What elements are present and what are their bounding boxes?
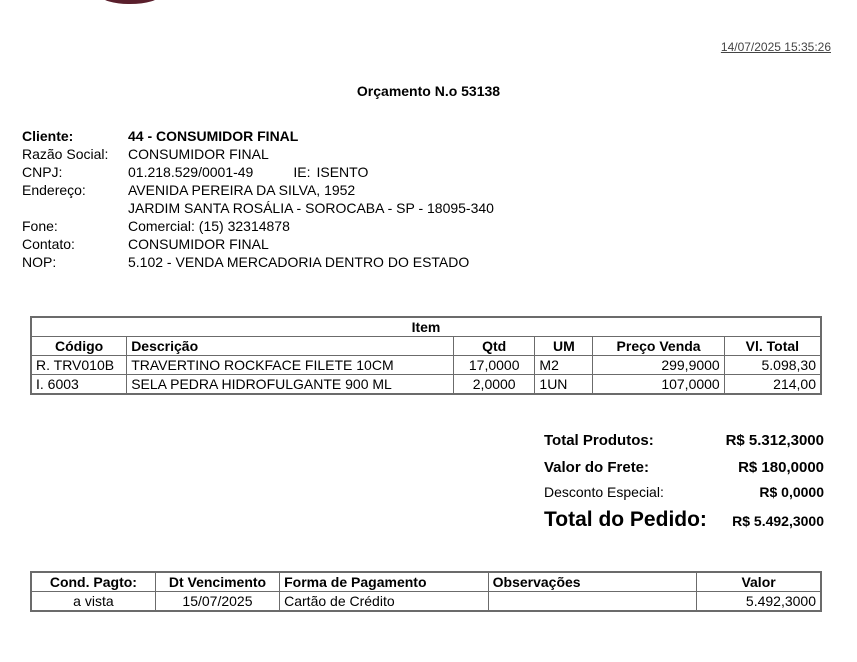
ie-value: ISENTO	[316, 164, 369, 180]
client-row	[22, 127, 494, 145]
cell-observacoes	[488, 592, 697, 612]
desconto-row	[544, 484, 824, 508]
endereco-line2: JARDIM SANTA ROSÁLIA - SOROCABA - SP - 18095-340	[128, 200, 494, 216]
cnpj-value: 01.218.529/0001-49	[128, 164, 254, 180]
cell-dt-vencimento: 15/07/2025	[155, 592, 279, 612]
frete-label: Valor do Frete:	[544, 459, 650, 476]
nop-value: 5.102 - VENDA MERCADORIA DENTRO DO ESTADO	[128, 254, 470, 270]
items-caption: Item	[31, 317, 821, 337]
client-label: Cliente:	[22, 128, 74, 144]
client-info	[22, 127, 494, 271]
razao-label: Razão Social:	[22, 146, 109, 162]
col-dt-vencimento: Dt Vencimento	[155, 572, 279, 592]
cell-um: M2	[535, 356, 593, 375]
cell-qtd: 17,0000	[453, 356, 534, 375]
total-produtos-row	[544, 432, 824, 459]
total-pedido-value: R$ 5.492,3000	[732, 513, 824, 529]
endereco-label: Endereço:	[22, 182, 86, 198]
col-observacoes: Observações	[488, 572, 697, 592]
col-qtd: Qtd	[453, 337, 534, 356]
payment-header-row	[31, 572, 821, 592]
nop-label: NOP:	[22, 254, 57, 270]
cnpj-label: CNPJ:	[22, 164, 63, 180]
table-row	[31, 375, 821, 395]
cell-cond-pagto: a vista	[31, 592, 155, 612]
col-cond-pagto: Cond. Pagto:	[31, 572, 155, 592]
col-um: UM	[535, 337, 593, 356]
cell-descricao: TRAVERTINO ROCKFACE FILETE 10CM	[127, 356, 454, 375]
frete-value: R$ 180,0000	[738, 459, 824, 476]
table-row	[31, 592, 821, 612]
col-descricao: Descrição	[127, 337, 454, 356]
desconto-label: Desconto Especial:	[544, 484, 664, 500]
cell-total: 214,00	[724, 375, 821, 395]
print-timestamp: 14/07/2025 15:35:26	[720, 40, 831, 54]
endereco-row	[22, 181, 494, 199]
col-total: Vl. Total	[724, 337, 821, 356]
endereco-row-2	[22, 199, 494, 217]
nop-row	[22, 253, 494, 271]
company-logo	[100, 0, 160, 4]
razao-row	[22, 145, 494, 163]
totals-block	[544, 432, 824, 534]
fone-label: Fone:	[22, 218, 58, 234]
razao-value: CONSUMIDOR FINAL	[128, 146, 269, 162]
cell-qtd: 2,0000	[453, 375, 534, 395]
frete-row	[544, 459, 824, 484]
ie-label: IE:	[293, 164, 311, 180]
spacer	[22, 199, 128, 217]
endereco-line1: AVENIDA PEREIRA DA SILVA, 1952	[128, 182, 356, 198]
cell-um: 1UN	[535, 375, 593, 395]
cell-descricao: SELA PEDRA HIDROFULGANTE 900 ML	[127, 375, 454, 395]
contato-row	[22, 235, 494, 253]
col-valor: Valor	[697, 572, 821, 592]
col-codigo: Código	[31, 337, 127, 356]
items-header-row	[31, 337, 821, 356]
cnpj-row	[22, 163, 494, 181]
total-pedido-label: Total do Pedido:	[544, 508, 707, 531]
desconto-value: R$ 0,0000	[759, 484, 824, 500]
total-pedido-row	[544, 508, 824, 534]
fone-row	[22, 217, 494, 235]
col-preco: Preço Venda	[593, 337, 724, 356]
payment-table	[30, 571, 822, 612]
page-title: Orçamento N.o 53138	[356, 83, 501, 99]
cell-total: 5.098,30	[724, 356, 821, 375]
contato-value: CONSUMIDOR FINAL	[128, 236, 269, 252]
client-value: 44 - CONSUMIDOR FINAL	[128, 128, 299, 144]
cell-codigo: R. TRV010B	[31, 356, 127, 375]
items-table	[30, 316, 822, 395]
table-row	[31, 356, 821, 375]
col-forma-pagamento: Forma de Pagamento	[280, 572, 489, 592]
cell-codigo: I. 6003	[31, 375, 127, 395]
cell-preco: 299,9000	[593, 356, 724, 375]
cell-preco: 107,0000	[593, 375, 724, 395]
cell-forma-pagamento: Cartão de Crédito	[280, 592, 489, 612]
total-produtos-label: Total Produtos:	[544, 432, 654, 449]
contato-label: Contato:	[22, 236, 75, 252]
fone-value: Comercial: (15) 32314878	[128, 218, 290, 234]
total-produtos-value: R$ 5.312,3000	[725, 432, 824, 449]
cell-valor: 5.492,3000	[697, 592, 821, 612]
